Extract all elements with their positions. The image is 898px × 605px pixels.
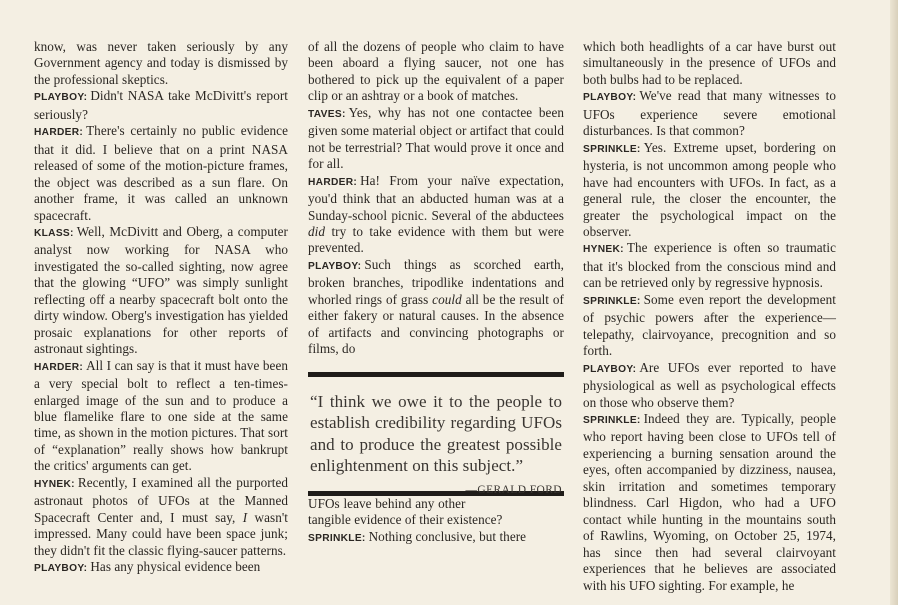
speaker-label: TAVES: [308, 108, 346, 120]
paragraph: HYNEK: The experience is often so traumatic that it's blocked from the conscious mind and can be retrieved only by regressive hypnosis. [583, 240, 836, 291]
speaker-label: PLAYBOY: [583, 363, 637, 375]
speaker-label: PLAYBOY: [308, 260, 362, 272]
speaker-label: HYNEK: [34, 478, 75, 490]
paragraph: SPRINKLE: Nothing conclusive, but there [308, 528, 527, 544]
column-2 [308, 39, 564, 547]
paragraph: SPRINKLE: Indeed they are. Typically, people who report having been close to UFOs tell of experiencing a burning sensation around the eyes, often accompanied by dizziness, nausea, skin irritation and sometimes temporary blindness. Carl Higdon, who had a UFO contact while hunting in the mountains south of Rawlins, Wyoming, on October 25, 1974, has since then had several clairvoyant experiences that he believes are associated with his UFO sighting. For example, he [583, 410, 836, 593]
paragraph: SPRINKLE: Some even report the development of psychic powers after the experience—telepathy, clairvoyance, precognition and so forth. [583, 291, 836, 359]
pull-quote [308, 391, 564, 496]
speaker-label: SPRINKLE: [583, 414, 641, 426]
speaker-label: HYNEK: [583, 244, 624, 256]
paragraph: HARDER: Ha! From your naïve expectation, you'd think that an abducted human was at a Sunday-school picnic. Several of the abductees did try to take evidence with them but were prevented. [308, 172, 564, 256]
paragraph: PLAYBOY: Such things as scorched earth, broken branches, tripodlike indentations and whorled rings of grass could all be the result of either fakery or natural causes. In the absence of artifacts and convincing photographs or films, do [308, 256, 564, 357]
paragraph: know, was never taken seriously by any Government agency and today is dismissed by the professional skeptics. [34, 39, 288, 87]
pull-quote-text: “I think we owe it to the people to establish credibility regarding UFOs and to produce the greatest possible enlightenment on this subject.” [310, 391, 562, 476]
speaker-label: HARDER: [34, 127, 84, 139]
speaker-label: SPRINKLE: [583, 295, 641, 307]
paragraph: PLAYBOY: Didn't NASA take McDivitt's report seriously? [34, 88, 288, 122]
paragraph: which both headlights of a car have burst out simultaneously in the presence of UFOs and both bulbs had to be replaced. [583, 39, 836, 87]
paragraph: HARDER: There's certainly no public evidence that it did. I believe that on a print NASA released of some of the motion-picture frames, the object was described as a sun flare. On another frame, it was called an unknown spacecraft. [34, 123, 288, 223]
paragraph: TAVES: Yes, why has not one contactee been given some material object or artifact that could not be terrestrial? That would prove it once and for all. [308, 104, 564, 172]
paragraph: PLAYBOY: Are UFOs ever reported to have physiological as well as psychological effects on those who observe them? [583, 359, 836, 410]
paragraph: KLASS: Well, McDivitt and Oberg, a computer analyst now working for NASA who investigated the so-called sighting, now agree that the glowing “UFO” was simply sunlight reflecting off a nearby spacecraft bolt onto the dirty window. Oberg's investigation has yielded prosaic explanations for other reports of astronaut sightings. [34, 223, 288, 357]
paragraph: PLAYBOY: Has any physical evidence been [34, 559, 261, 575]
paragraph: of all the dozens of people who claim to have been aboard a flying saucer, not one has bothered to pick up the equivalent of a paper clip or an ashtray or a book of matches. [308, 39, 564, 104]
speaker-label: HARDER: [34, 361, 84, 373]
paragraph: PLAYBOY: We've read that many witnesses to UFOs experience severe emotional disturbances. Is that common? [583, 88, 836, 139]
page-edge [890, 0, 898, 605]
speaker-label: SPRINKLE: [583, 143, 641, 155]
column-1 [34, 39, 288, 578]
speaker-label: HARDER: [308, 176, 358, 188]
pull-quote-attribution: —GERALD FORD [465, 483, 562, 496]
speaker-label: PLAYBOY: [34, 563, 88, 575]
paragraph: HYNEK: Recently, I examined all the purported astronaut photos of UFOs at the Manned Spacecraft Center and, I must say, I wasn't impressed. Many could have been space junk; they didn't fit the classic flying-saucer patterns. [34, 474, 288, 558]
column-3 [583, 39, 836, 594]
speaker-label: PLAYBOY: [34, 92, 88, 104]
pull-quote-rule-top [308, 372, 564, 377]
speaker-label: KLASS: [34, 227, 74, 239]
paragraph: HARDER: All I can say is that it must have been a very special bolt to reflect a ten-times-enlarged image of the sun and to produce a blue flamelike flare to one side at the same time, as shown in the motion pictures. That sort of “explanation” really shows how bankrupt the critics' arguments can get. [34, 357, 288, 474]
speaker-label: PLAYBOY: [583, 92, 637, 104]
paragraph: UFOs leave behind any other tangible evidence of their existence? [308, 495, 503, 528]
paragraph: SPRINKLE: Yes. Extreme upset, bordering on hysteria, is not uncommon among people who have had encounters with UFOs. In fact, as a general rule, the closer the encounter, the greater the psychological impact on the observer. [583, 139, 836, 239]
speaker-label: SPRINKLE: [308, 532, 366, 544]
